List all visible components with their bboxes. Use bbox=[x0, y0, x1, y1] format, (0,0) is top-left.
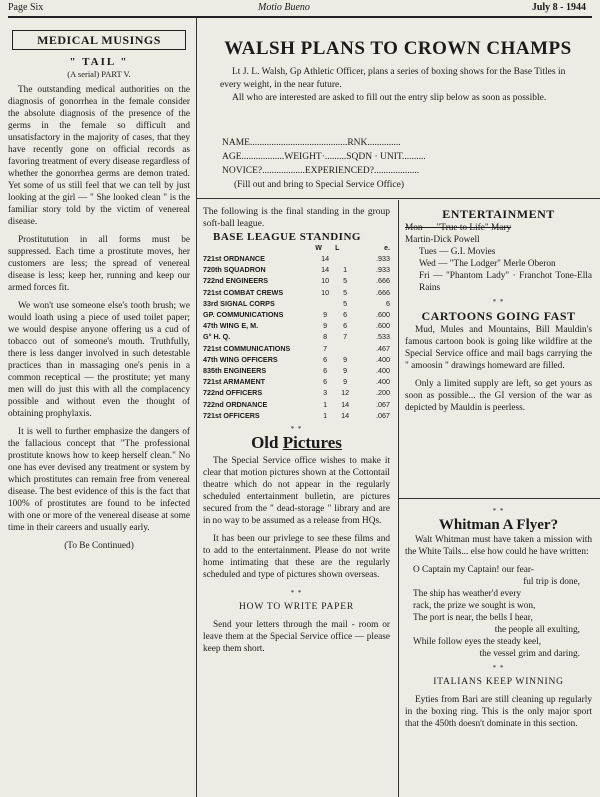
losses-header: L bbox=[335, 245, 340, 252]
win-pct: .533 bbox=[376, 332, 390, 342]
standings-row bbox=[203, 298, 390, 309]
wins: 3 bbox=[323, 388, 328, 398]
losses: 14 bbox=[341, 410, 350, 420]
ornament: * * bbox=[492, 298, 505, 306]
team-name: 722nd ENGINEERS bbox=[203, 276, 269, 286]
win-pct: .666 bbox=[376, 287, 390, 297]
section-divider-walsh bbox=[196, 198, 600, 199]
old-pictures-headline-b: Pictures bbox=[282, 433, 342, 453]
win-pct: .933 bbox=[376, 254, 390, 263]
win-pct: .467 bbox=[376, 343, 390, 353]
wins: 6 bbox=[323, 366, 328, 376]
right-column-bottom bbox=[405, 503, 592, 736]
losses bbox=[335, 343, 355, 354]
issue-date: July 8 - 1944 bbox=[531, 2, 586, 13]
walsh-paragraph: All who are interested are asked to fill out the entry slip below as soon as possible. bbox=[232, 93, 547, 103]
poem-line: the vessel grim and daring. bbox=[479, 649, 580, 659]
right-column-top bbox=[405, 206, 592, 420]
standings-row bbox=[203, 275, 390, 286]
win-pct: .933 bbox=[376, 265, 390, 275]
team-name: 722nd ORDNANCE bbox=[203, 399, 268, 409]
entertainment-wednesday: Wed — "The Lodger" Merle Oberon bbox=[419, 259, 556, 269]
standings-row bbox=[203, 343, 390, 354]
section-divider-whitman bbox=[398, 498, 600, 499]
middle-column bbox=[203, 206, 390, 661]
standings-table bbox=[203, 244, 390, 421]
standings-row bbox=[203, 320, 390, 331]
entertainment-friday: Fri — "Phantom Lady" · Franchot Tone-Ella Rains bbox=[419, 271, 592, 293]
wins: 8 bbox=[323, 332, 328, 342]
team-name: 721st COMBAT CREWS bbox=[203, 287, 284, 297]
poem-line: rack, the prize we sought is won, bbox=[413, 601, 536, 611]
walsh-paragraph: Lt J. L. Walsh, Gp Athletic Officer, plans a series of boxing shows for the Base Titles in every weight, in the near future. bbox=[220, 67, 566, 90]
win-pct: .600 bbox=[376, 310, 390, 320]
team-name: 33rd SIGNAL CORPS bbox=[203, 298, 275, 308]
standings-body bbox=[203, 253, 390, 421]
team-name: 721st ARMAMENT bbox=[203, 377, 266, 387]
medical-musings-title: MEDICAL MUSINGS bbox=[12, 30, 186, 50]
wins: 6 bbox=[323, 354, 328, 364]
win-pct: .067 bbox=[376, 399, 390, 409]
how-to-write-headline: HOW TO WRITE PAPER bbox=[239, 602, 354, 613]
team-name: 835th ENGINEERS bbox=[203, 366, 267, 376]
entry-slip-note: (Fill out and bring to Special Service Office) bbox=[234, 180, 404, 190]
entertainment-headline: ENTERTAINMENT bbox=[442, 207, 555, 221]
entry-slip-name-line: NAME.........................................RNK.............. bbox=[222, 138, 401, 148]
standings-row bbox=[203, 264, 390, 275]
ornament: * * bbox=[492, 664, 505, 672]
entertainment-monday-text: Mon — "True to Life" Mary bbox=[405, 223, 512, 233]
walsh-article bbox=[220, 66, 586, 105]
medical-paragraph: The outstanding medical authorities on the diagnosis of gonorrhea in the female consider the absolute diagnosis of the presence of the germs in the female so difficult and unsatisfactory in the majority of cases, that they have recently gone on official records as favoring treatment of every disease regardless of whether the gonorrhea germs are demon trated. Yet some of us still feel that we can tell by just looking at the girl — " She looked clean " is the familiar story told by the victim of venereal disease. bbox=[8, 85, 190, 227]
masthead-name: Motio Bueno bbox=[258, 2, 310, 13]
cartoons-paragraph: Only a limited supply are left, so get yours as soon as possible... the GI version of the war as depicted by Mauldin is peerless. bbox=[405, 379, 592, 413]
wins: 1 bbox=[323, 399, 328, 409]
cartoons-paragraph: Mud, Mules and Mountains, Bill Mauldin's famous cartoon book is going like wildfire at the Special Service office and mail bags carrying the " amoosin " drawings homeward are filled. bbox=[405, 325, 592, 371]
win-pct: .200 bbox=[376, 388, 390, 398]
italians-headline: ITALIANS KEEP WINNING bbox=[433, 677, 564, 687]
losses: 12 bbox=[341, 388, 350, 398]
italians-paragraph: Eyties from Bari are still cleaning up regularly in the boxing ring. This is the only major sport that the 450th doesn't dominate in this section. bbox=[405, 695, 592, 729]
losses bbox=[335, 253, 355, 264]
medical-musings-column bbox=[8, 30, 190, 558]
whitman-poem bbox=[405, 564, 592, 660]
team-name: 721st ORDNANCE bbox=[203, 254, 265, 263]
wins-header: W bbox=[315, 245, 322, 252]
wins: 14 bbox=[321, 254, 330, 263]
standings-row bbox=[203, 253, 390, 264]
losses: 5 bbox=[343, 276, 348, 286]
standings-row bbox=[203, 287, 390, 298]
whitman-intro: Walt Whitman must have taken a mission with the White Tails... else how could he have written: bbox=[405, 535, 592, 557]
wins: 9 bbox=[323, 321, 328, 331]
standings-intro: The following is the final standing in the group soft-ball league. bbox=[203, 207, 390, 229]
standings-row bbox=[203, 354, 390, 365]
team-name: 721st COMMUNICATIONS bbox=[203, 343, 291, 353]
standings-title: BASE LEAGUE STANDING bbox=[213, 231, 361, 243]
losses: 6 bbox=[343, 310, 348, 320]
poem-line: While follow eyes the steady keel, bbox=[413, 637, 542, 647]
page-header bbox=[8, 2, 592, 16]
tail-title: " TAIL " bbox=[69, 56, 129, 68]
win-pct: 6 bbox=[386, 298, 390, 308]
wins: 1 bbox=[323, 410, 328, 420]
entry-slip-novice-line: NOVICE?..................EXPERIENCED?................... bbox=[222, 166, 420, 176]
losses: 5 bbox=[343, 287, 348, 297]
wins: 10 bbox=[321, 276, 330, 286]
win-pct: .600 bbox=[376, 321, 390, 331]
old-pictures-headline bbox=[203, 433, 390, 453]
to-be-continued: (To Be Continued) bbox=[64, 541, 134, 551]
column-divider-left bbox=[196, 18, 197, 797]
team-name: 720th SQUADRON bbox=[203, 265, 266, 275]
standings-row bbox=[203, 387, 390, 398]
standings-row bbox=[203, 376, 390, 387]
poem-line: the people all exulting, bbox=[494, 625, 580, 635]
ornament: * * bbox=[492, 507, 505, 515]
entry-slip-age-line: AGE..................WEIGHT·.........SQDN · UNIT.......... bbox=[222, 152, 426, 162]
medical-paragraph: It is well to further emphasize the dangers of the fallacious concept that "The professional prostitute knows how to keep herself clean." No one has ever devised any treatment or system by which prostitutes can remain free from venereal disease. The best evidence of this is the fact that 100% of prostitutes are found to be infected with one or more of the venereal disease at some time in their careers and usually early. bbox=[8, 427, 190, 533]
entertainment-monday-cast: Martin-Dick Powell bbox=[405, 235, 480, 245]
wins: 10 bbox=[321, 287, 330, 297]
wins: 9 bbox=[323, 310, 328, 320]
tail-subtitle: (A serial) PART V. bbox=[67, 69, 131, 79]
win-pct: .400 bbox=[376, 366, 390, 376]
poem-line: ful trip is done, bbox=[523, 577, 580, 587]
old-pictures-paragraph: The Special Service office wishes to make it clear that motion pictures shown at the Cottontail theatre which do not appear in the regularly scheduled entertainment bulletin, are pictures secured from the " dead-storage " library and are in no way to be assumed as a release from HQs. bbox=[203, 456, 390, 527]
wins: 7 bbox=[323, 343, 328, 353]
standings-row bbox=[203, 399, 390, 410]
poem-line: The ship has weather'd every bbox=[413, 589, 522, 599]
cartoons-headline: CARTOONS GOING FAST bbox=[421, 309, 576, 323]
losses: 6 bbox=[343, 321, 348, 331]
wins: 6 bbox=[323, 377, 328, 387]
standings-row bbox=[203, 309, 390, 320]
losses: 9 bbox=[343, 377, 348, 387]
team-name: 47th WING OFFICERS bbox=[203, 354, 278, 364]
whitman-headline: Whitman A Flyer? bbox=[438, 517, 559, 533]
losses: 9 bbox=[343, 366, 348, 376]
wins bbox=[315, 298, 335, 309]
losses: 14 bbox=[341, 399, 350, 409]
win-pct: .400 bbox=[376, 354, 390, 364]
poem-line: The port is near, the bells I hear, bbox=[413, 613, 533, 623]
pct-header: e. bbox=[384, 245, 390, 252]
how-to-write-paragraph: Send your letters through the mail - room or leave them at the Special Service office — please keep them short. bbox=[203, 620, 390, 655]
ornament: * * bbox=[290, 589, 303, 598]
standings-header-row bbox=[203, 244, 390, 253]
team-name: G° H. Q. bbox=[203, 332, 231, 342]
old-pictures-paragraph: It has been our privlege to see these films and to add to the entertainment. Please do not write home intimating that these are the regularly scheduled and type of pictures shown overseas. bbox=[203, 534, 390, 581]
team-name: 722nd OFFICERS bbox=[203, 388, 263, 398]
medical-paragraph: We won't use someone else's tooth brush; we would loath using a piece of used toilet paper; we would despise anyone offering us a cud of tobacco out of someone's mouth. Truthfully, there is less danger involved in such detestable practices than in massaging one's penis in a common receptical — the prostitute; yet many men will do just this with all the complacency possible and without even the thought of obtaining prophylaxis. bbox=[8, 301, 190, 419]
losses: 7 bbox=[343, 332, 348, 342]
losses: 9 bbox=[343, 354, 348, 364]
standings-row bbox=[203, 365, 390, 376]
entertainment-tuesday: Tues — G.I. Movies bbox=[419, 247, 496, 257]
medical-paragraph: Prostitutution in all forms must be suppressed. Each time a prostitute moves, her customers are less; the spread of venereal disease is less; keep her, running and keep our armed forces fit. bbox=[8, 235, 190, 293]
poem-line: O Captain my Captain! our fear- bbox=[413, 565, 534, 575]
losses: 1 bbox=[343, 265, 348, 275]
page-number: Page Six bbox=[8, 2, 44, 13]
win-pct: .666 bbox=[376, 276, 390, 286]
entry-slip bbox=[222, 136, 594, 192]
walsh-headline: WALSH PLANS TO CROWN CHAMPS bbox=[224, 38, 572, 59]
standings-row bbox=[203, 410, 390, 421]
old-pictures-headline-a: Old bbox=[251, 433, 279, 453]
wins: 14 bbox=[321, 265, 330, 275]
header-rule bbox=[8, 16, 592, 18]
team-name: 47th WING E, M. bbox=[203, 321, 259, 331]
losses: 5 bbox=[343, 298, 348, 308]
entertainment-monday bbox=[405, 222, 592, 234]
team-name: GP. COMMUNICATIONS bbox=[203, 310, 284, 320]
standings-row bbox=[203, 331, 390, 342]
team-name: 721st OFFICERS bbox=[203, 410, 260, 420]
ornament: * * bbox=[290, 425, 303, 434]
win-pct: .067 bbox=[376, 410, 390, 420]
win-pct: .400 bbox=[376, 377, 390, 387]
